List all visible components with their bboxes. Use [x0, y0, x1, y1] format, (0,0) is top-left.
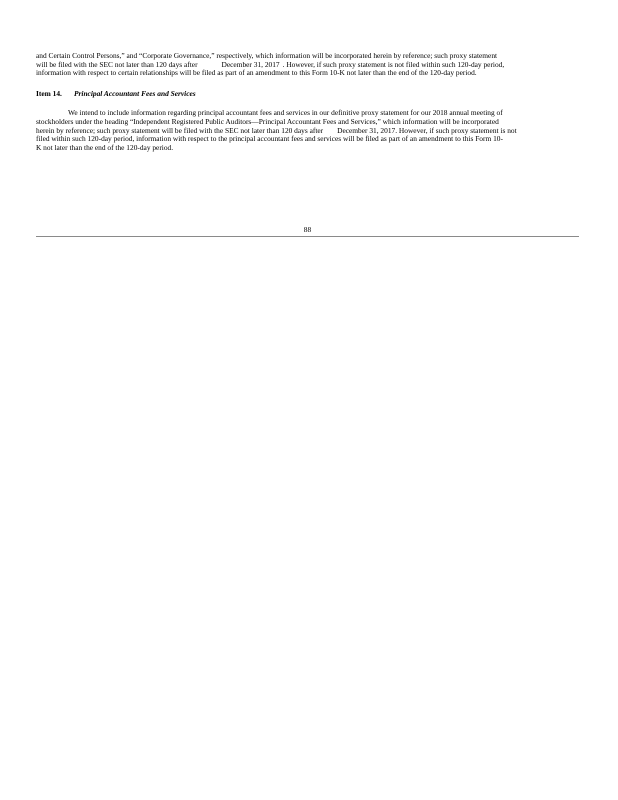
text-segment: herein by reference; such proxy statement will be filed with the SEC not later than 120 days after — [36, 125, 324, 135]
text-segment: . However, if such proxy statement is not filed within such 120-day period, — [282, 59, 505, 69]
text-segment: We intend to include information regarding principal accountant fees and services in our definitive proxy statement for our 2018 annual meeting of — [68, 108, 503, 118]
text-line: filed within such 120-day period, information with respect to the principal accountant fees and services will be filed as part of an amendment to this Form 10- — [36, 134, 503, 144]
item-number: Item 14. — [36, 89, 62, 99]
text-segment: will be filed with the SEC not later than 120 days after — [36, 59, 198, 69]
item-title: Principal Accountant Fees and Services — [74, 89, 196, 99]
paragraph-accountant-fees — [36, 109, 579, 153]
paragraph-proxy-relationships — [36, 52, 579, 78]
text-line: K not later than the end of the 120-day period. — [36, 142, 174, 152]
document-page — [36, 51, 579, 234]
date-text: December 31, 2017 — [337, 125, 396, 135]
text-line: and Certain Control Persons,” and “Corporate Governance,” respectively, which information will be incorporated herein by reference; such proxy statement — [36, 51, 498, 60]
item-14-heading — [36, 89, 579, 98]
page-number: 88 — [303, 225, 312, 234]
page-divider — [36, 236, 579, 237]
date-text: December 31, 2017 — [221, 59, 280, 69]
text-line: stockholders under the heading “Independent Registered Public Auditors—Principal Accountant Fees and Services,” which information will be incorporated — [36, 116, 499, 126]
text-segment: . However, if such proxy statement is not — [395, 125, 517, 135]
text-line: information with respect to certain relationships will be filed as part of an amendment to this Form 10-K not later than the end of the 120-day period. — [36, 68, 477, 78]
